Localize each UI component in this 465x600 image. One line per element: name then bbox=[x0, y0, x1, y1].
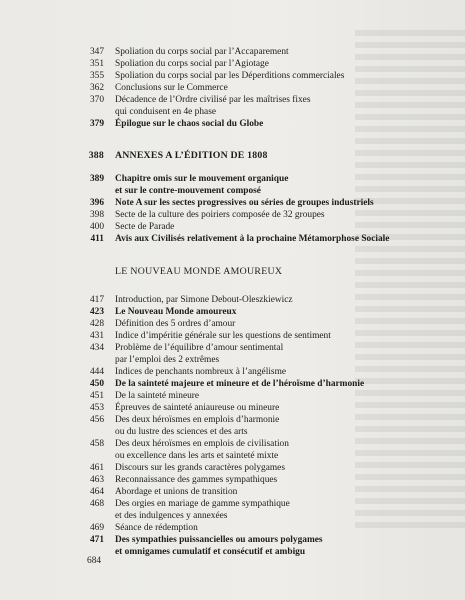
section-heading bbox=[0, 266, 465, 278]
toc-entry bbox=[0, 82, 465, 94]
toc-entry bbox=[0, 498, 465, 510]
toc-page-number: 355 bbox=[89, 71, 104, 81]
toc-entry-title: Épreuves de sainteté aniaureuse ou mineure bbox=[115, 403, 280, 413]
toc-entry bbox=[0, 221, 465, 233]
toc-page-number: 379 bbox=[89, 119, 104, 129]
toc-entry bbox=[0, 486, 465, 498]
toc-entry-title: Le Nouveau Monde amoureux bbox=[115, 307, 237, 317]
toc-entry bbox=[0, 414, 465, 426]
toc-entry-title: Des orgies en mariage de gamme sympathique bbox=[115, 499, 290, 509]
toc-entry bbox=[0, 46, 465, 58]
toc-entry bbox=[0, 546, 465, 558]
toc-entry-title: Discours sur les grands caractères polygames bbox=[115, 463, 285, 473]
toc-entry-title: et sur le contre-mouvement composé bbox=[115, 186, 261, 196]
toc-entry bbox=[0, 390, 465, 402]
toc-entry-title: ANNEXES A L’ÉDITION DE 1808 bbox=[115, 150, 268, 161]
toc-page-number: 463 bbox=[89, 475, 104, 485]
toc-page-number: 444 bbox=[89, 367, 104, 377]
toc-entry bbox=[0, 209, 465, 221]
toc-entry bbox=[0, 534, 465, 546]
toc-page-number: 461 bbox=[89, 463, 104, 473]
toc-page-number: 351 bbox=[89, 59, 104, 69]
toc-entry-title: Séance de rédemption bbox=[115, 523, 198, 533]
toc-entry-title: ou excellence dans les arts et sainteté mixte bbox=[115, 451, 279, 461]
toc-page-number: 423 bbox=[89, 307, 104, 317]
toc-entry bbox=[0, 402, 465, 414]
toc-entry bbox=[0, 306, 465, 318]
toc-page-number: 458 bbox=[89, 439, 104, 449]
toc-page-number: 411 bbox=[90, 234, 104, 244]
toc-page-number: 398 bbox=[89, 210, 104, 220]
toc-page-number: 464 bbox=[89, 487, 104, 497]
toc-entry-title: Introduction, par Simone Debout-Oleszkiewicz bbox=[115, 295, 293, 305]
toc-entry-title: Décadence de l’Ordre civilisé par les maîtrises fixes bbox=[115, 95, 311, 105]
toc-entry-title: Reconnaissance des gammes sympathiques bbox=[115, 475, 278, 485]
toc-page-number: 450 bbox=[89, 379, 104, 389]
toc-entry bbox=[0, 450, 465, 462]
toc-entry bbox=[0, 342, 465, 354]
toc-entry-title: De la sainteté mineure bbox=[115, 391, 200, 401]
toc-entry bbox=[0, 522, 465, 534]
toc-entry-title: De la sainteté majeure et mineure et de l’héroïsme d’harmonie bbox=[115, 379, 365, 389]
toc-entry-title: qui conduisent en 4e phase bbox=[115, 107, 217, 117]
toc-entry bbox=[0, 294, 465, 306]
toc-entry-title: Spoliation du corps social par l’Agiotage bbox=[115, 59, 269, 69]
toc-entry-title: Spoliation du corps social par les Déperditions commerciales bbox=[115, 71, 345, 81]
toc-page-number: 431 bbox=[89, 331, 104, 341]
toc-page-number: 396 bbox=[89, 198, 104, 208]
toc-entry-title: et des indulgences y annexées bbox=[115, 511, 228, 521]
toc-entry bbox=[0, 510, 465, 522]
toc-entry bbox=[0, 462, 465, 474]
toc-entry bbox=[0, 366, 465, 378]
toc-page-number: 451 bbox=[89, 391, 104, 401]
toc-entry-title: Problème de l’équilibre d’amour sentimental bbox=[115, 343, 284, 353]
toc-page-number: 370 bbox=[89, 95, 104, 105]
toc-entry-title: Chapitre omis sur le mouvement organique bbox=[115, 174, 289, 184]
section-heading bbox=[0, 150, 465, 162]
toc-entry-title: par l’emploi des 2 extrêmes bbox=[115, 355, 220, 365]
toc-page-number: 389 bbox=[89, 174, 104, 184]
page-number: 684 bbox=[87, 556, 102, 566]
toc-page-number: 456 bbox=[89, 415, 104, 425]
toc-entry-title: LE NOUVEAU MONDE AMOUREUX bbox=[115, 266, 283, 277]
toc-entry bbox=[0, 426, 465, 438]
toc-entry bbox=[0, 58, 465, 70]
toc-entry bbox=[0, 70, 465, 82]
toc-entry-title: Définition des 5 ordres d’amour bbox=[115, 319, 236, 329]
toc-entry bbox=[0, 94, 465, 106]
toc-entry-title: Conclusions sur le Commerce bbox=[115, 83, 228, 93]
toc-page-number: 468 bbox=[89, 499, 104, 509]
toc-entry-title: Épilogue sur le chaos social du Globe bbox=[115, 119, 264, 129]
toc-entry-title: Abordage et unions de transition bbox=[115, 487, 238, 497]
toc-entry-title: Note A sur les sectes progressives ou séries de groupes industriels bbox=[115, 198, 374, 208]
toc-page-number: 428 bbox=[89, 319, 104, 329]
toc-entry-title: Indices de penchants nombreux à l’angélisme bbox=[115, 367, 287, 377]
toc-entry bbox=[0, 354, 465, 366]
toc-entry-title: ou du lustre des sciences et des arts bbox=[115, 427, 248, 437]
toc-entry bbox=[0, 330, 465, 342]
toc-page-number: 434 bbox=[89, 343, 104, 353]
toc-page-number: 453 bbox=[89, 403, 104, 413]
toc-entry bbox=[0, 474, 465, 486]
toc-entry bbox=[0, 173, 465, 185]
toc-entry bbox=[0, 197, 465, 209]
toc-page-number: 469 bbox=[89, 523, 104, 533]
toc-entry-title: Des sympathies puissancielles ou amours polygames bbox=[115, 535, 323, 545]
toc-entry-title: Indice d’impéritie générale sur les questions de sentiment bbox=[115, 331, 331, 341]
toc-entry bbox=[0, 438, 465, 450]
toc-page-number: 347 bbox=[89, 47, 104, 57]
toc-page-number: 400 bbox=[89, 222, 104, 232]
toc-page-number: 471 bbox=[89, 535, 104, 545]
toc-entry-title: Spoliation du corps social par l’Accaparement bbox=[115, 47, 289, 57]
toc-entry bbox=[0, 318, 465, 330]
toc-entry-title: Secte de la culture des poiriers composée de 32 groupes bbox=[115, 210, 325, 220]
toc-entry-title: et omnigames cumulatif et consécutif et ambigu bbox=[115, 547, 306, 557]
toc-entry bbox=[0, 185, 465, 197]
toc-entry bbox=[0, 118, 465, 130]
toc-entry-title: Des deux héroïsmes en emplois de civilisation bbox=[115, 439, 289, 449]
toc-page-number: 417 bbox=[89, 295, 104, 305]
toc-entry-title: Secte de Parade bbox=[115, 222, 175, 232]
toc-entry bbox=[0, 106, 465, 118]
toc-entry-title: Des deux héroïsmes en emplois d’harmonie bbox=[115, 415, 280, 425]
toc-page-number: 388 bbox=[88, 150, 104, 161]
toc-entry bbox=[0, 378, 465, 390]
toc-entry bbox=[0, 233, 465, 245]
toc-entry-title: Avis aux Civilisés relativement à la prochaine Métamorphose Sociale bbox=[115, 234, 390, 244]
toc-page-number: 362 bbox=[89, 83, 104, 93]
